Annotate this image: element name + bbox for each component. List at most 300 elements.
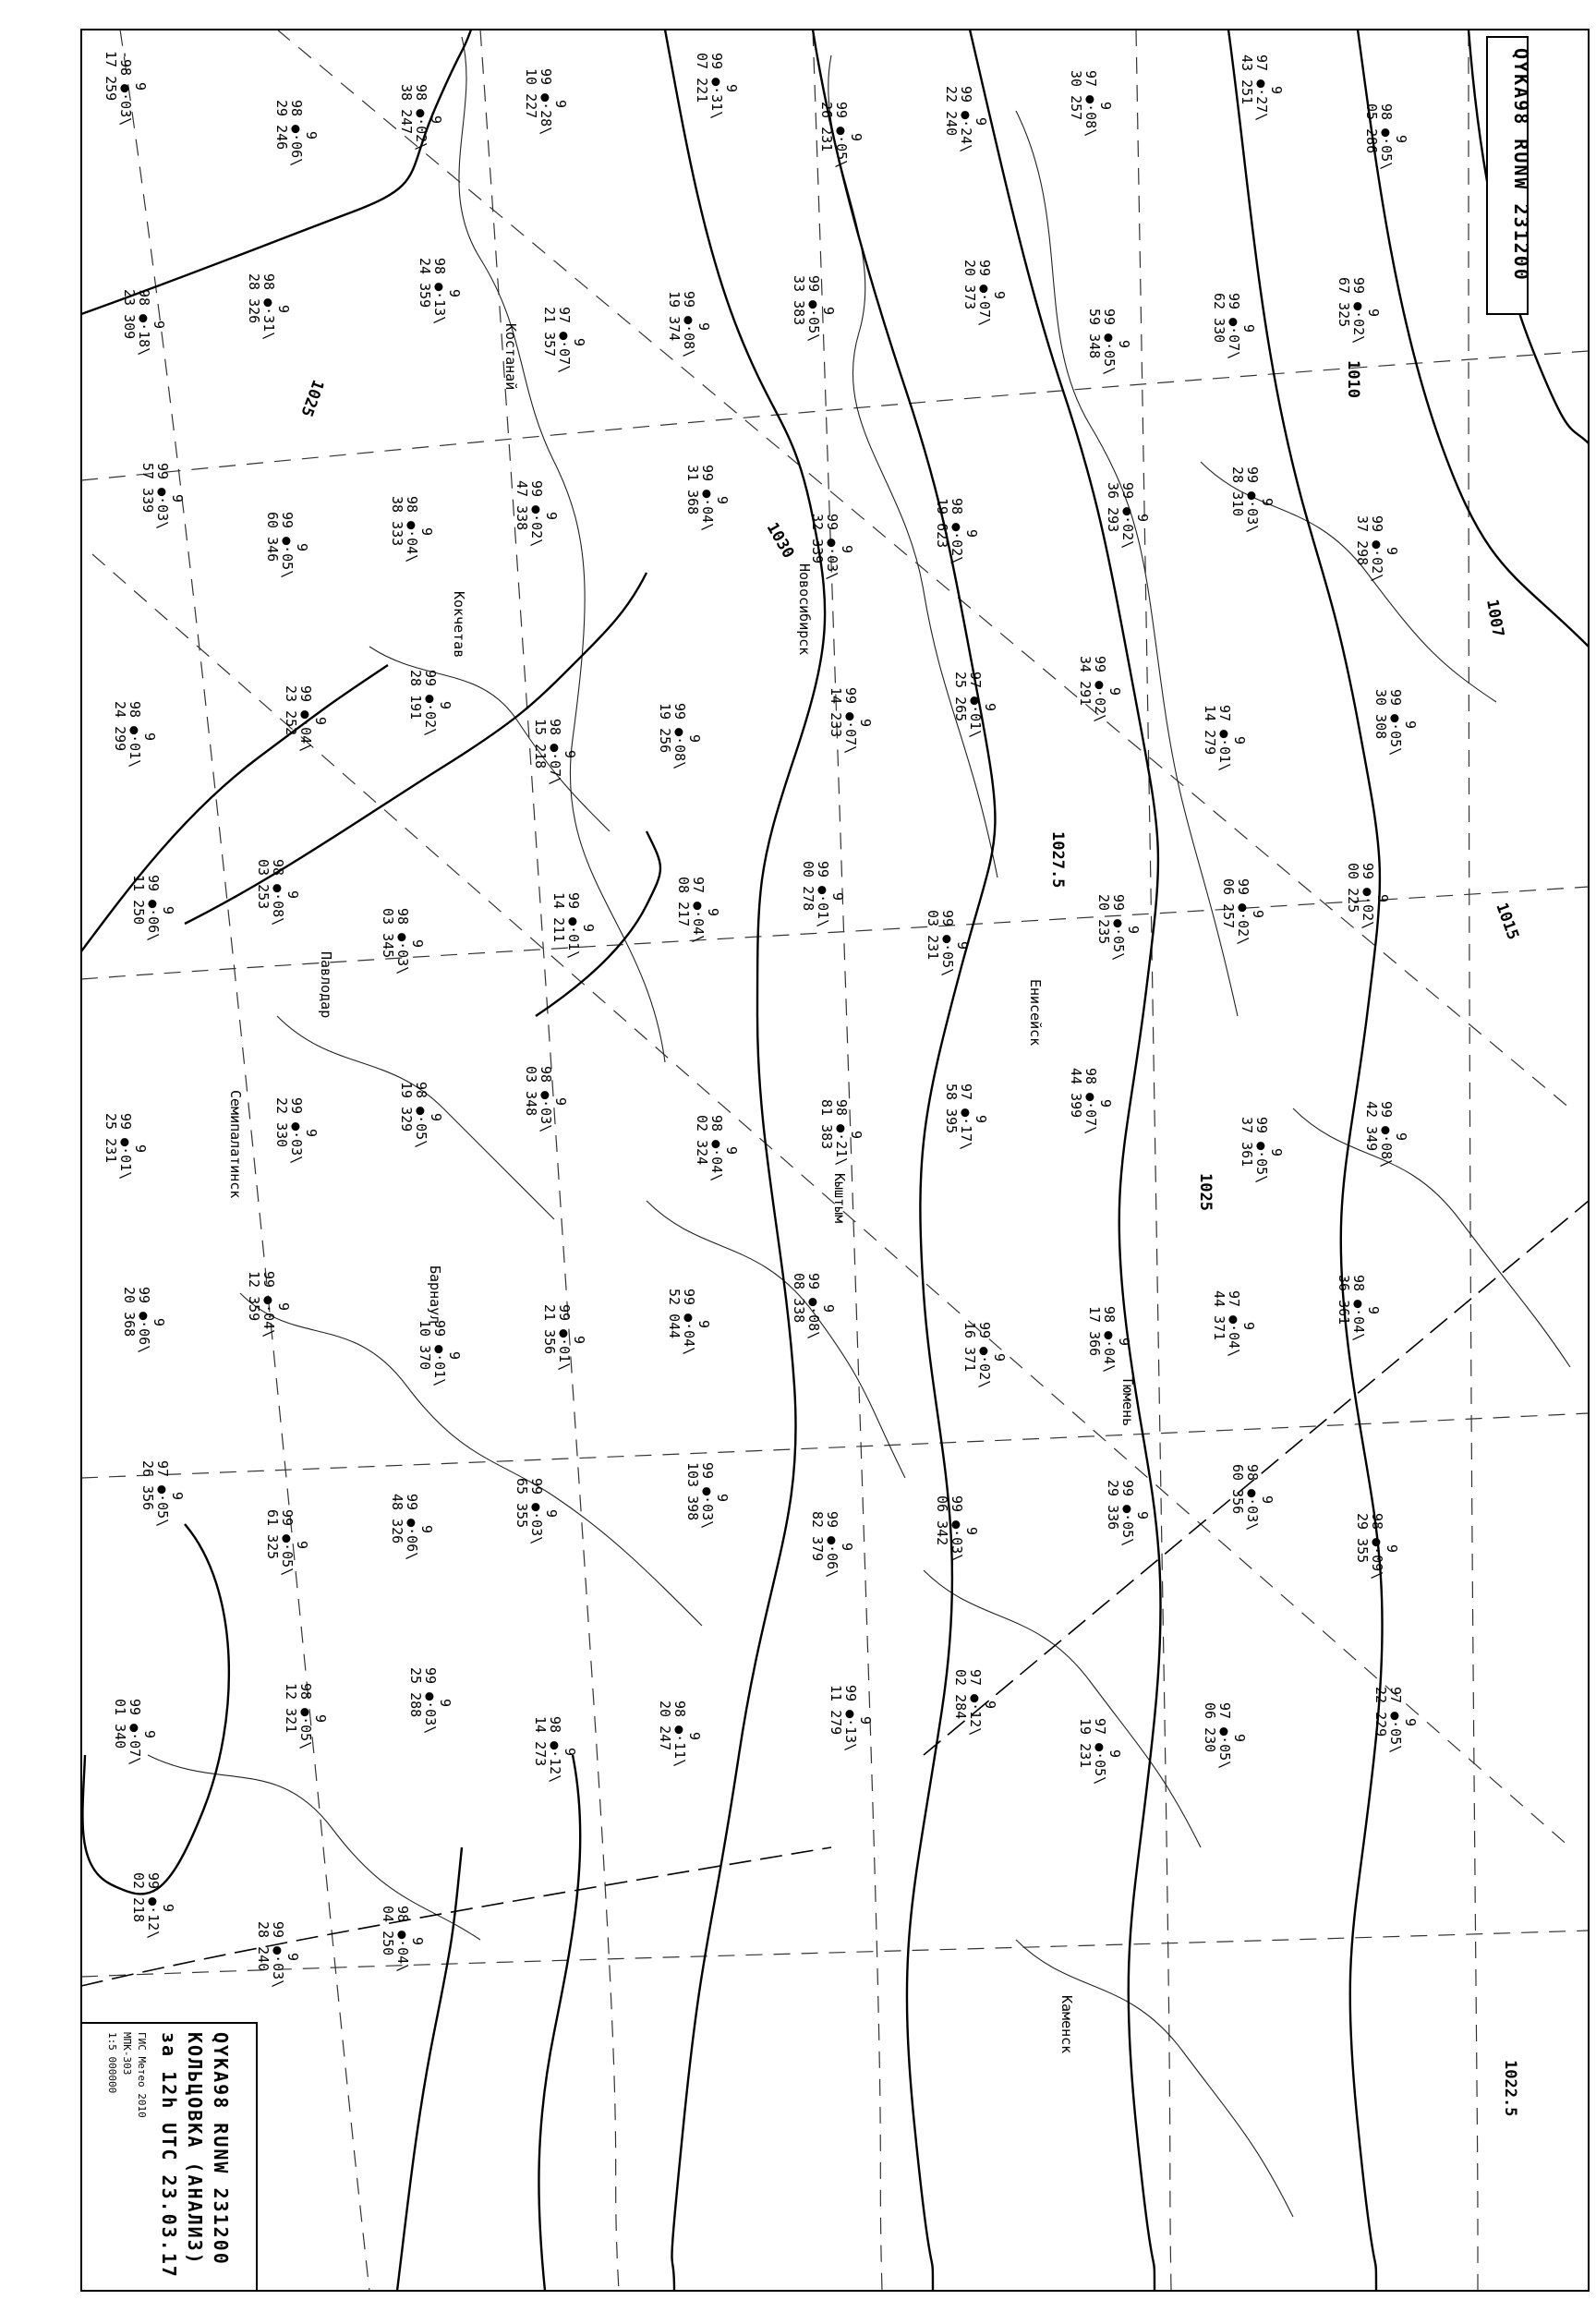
- station-line1: 02 284: [952, 1669, 969, 1720]
- station-line1: 59 348: [1086, 309, 1103, 359]
- station-line1: 29 246: [273, 100, 290, 151]
- station-line3: 9: [1268, 1148, 1285, 1157]
- station-line2: 99 ●·03\: [422, 1667, 439, 1735]
- station-line1: 07 221: [694, 53, 710, 103]
- legend-box: [81, 2023, 257, 2291]
- station-line2: 98 ●·04\: [394, 1906, 411, 1973]
- station-line3: 9: [1259, 498, 1276, 507]
- legend-software: ГИС Метео 2010: [136, 2032, 148, 2118]
- station-line2: 98 ●·09\: [1369, 1513, 1385, 1580]
- legend-title: КОЛЬЦОВКА (АНАЛИЗ): [184, 2032, 206, 2266]
- station-line1: 06 342: [934, 1495, 950, 1546]
- station-line2: 99 ●·03\: [949, 1495, 965, 1563]
- station-line3: 9: [982, 1701, 998, 1710]
- station-line3: 9: [294, 543, 310, 552]
- station-line1: 22 240: [943, 86, 960, 137]
- station-line1: 10 370: [417, 1320, 433, 1371]
- station-line1: 17 259: [103, 51, 119, 102]
- station-line1: 44 371: [1211, 1290, 1227, 1341]
- station-plot: [532, 1716, 578, 1783]
- station-line3: 9: [820, 1304, 837, 1313]
- station-line3: 9: [552, 1097, 569, 1107]
- station-line3: 9: [284, 1953, 301, 1962]
- station-line2: 99 ●·03\: [824, 514, 840, 581]
- station-line1: 32 339: [809, 514, 826, 564]
- station-plot: [139, 1460, 186, 1527]
- header-title: QYKA98 RUNW 231200: [1510, 48, 1532, 282]
- station-line3: 9: [705, 908, 721, 917]
- station-line3: 9: [552, 100, 569, 109]
- station-line2: 98 ●·06\: [288, 100, 305, 167]
- station-line1: 05 286: [1363, 103, 1380, 154]
- station-line3: 9: [294, 1541, 310, 1550]
- station-plot: [130, 875, 176, 941]
- station-line1: 06 257: [1220, 878, 1237, 929]
- station-line3: 9: [1134, 1511, 1151, 1520]
- station-line1: 20 368: [121, 1287, 138, 1338]
- station-line2: 99 ●·01\: [556, 1304, 573, 1372]
- station-line3: 9: [141, 732, 158, 742]
- city-label: Енисейск: [1027, 979, 1044, 1047]
- station-line3: 9: [1097, 102, 1114, 111]
- station-plot: [657, 703, 703, 769]
- station-line2: 99 ●·05\: [1253, 1117, 1270, 1184]
- station-line2: 99 ●·05\: [1110, 894, 1127, 962]
- station-plot: [1077, 656, 1123, 722]
- station-plot: [666, 291, 712, 357]
- station-line3: 9: [723, 84, 740, 93]
- station-line3: 9: [1384, 547, 1400, 556]
- station-line1: 19 231: [1077, 1718, 1094, 1769]
- station-line2: 99 ●·01\: [117, 1113, 134, 1180]
- station-line3: 9: [141, 1730, 158, 1739]
- station-plot: [684, 465, 731, 531]
- station-plot: [1354, 515, 1400, 582]
- station-line2: 97 ●·04\: [690, 877, 707, 944]
- station-plot: [523, 68, 569, 135]
- station-line2: 99 ●·05\: [279, 512, 296, 579]
- city-labels: [227, 323, 1136, 2053]
- station-line1: 42 349: [1363, 1101, 1380, 1152]
- station-plot: [121, 1287, 167, 1353]
- station-plot: [246, 1271, 292, 1338]
- station-line3: 9: [543, 1509, 560, 1519]
- station-line3: 9: [1134, 514, 1151, 523]
- station-plot: [694, 1115, 740, 1181]
- station-plot: [264, 1509, 310, 1576]
- station-line1: 19 374: [666, 291, 683, 342]
- station-plot: [1095, 894, 1142, 961]
- station-line2: 99 ●·03\: [288, 1097, 305, 1165]
- station-plot: [1105, 482, 1151, 549]
- station-line2: 99 ●·05\: [1387, 689, 1404, 757]
- station-line3: 9: [1116, 1338, 1132, 1347]
- station-line3: 9: [284, 890, 301, 900]
- station-line3: 9: [1393, 135, 1409, 144]
- station-line1: 44 399: [1068, 1068, 1084, 1119]
- station-plot: [1336, 277, 1382, 344]
- city-label: Семипалатинск: [227, 1090, 244, 1199]
- station-line2: 99 ●·05\: [833, 102, 850, 169]
- station-line1: 28 310: [1229, 466, 1246, 517]
- station-line1: 00 225: [1345, 863, 1361, 914]
- station-plot: [800, 861, 846, 927]
- isobar-label: 1030: [762, 519, 798, 562]
- station-line1: 26 231: [818, 102, 835, 152]
- station-line1: 58 395: [943, 1083, 960, 1134]
- station-line3: 9: [580, 924, 597, 933]
- station-line1: 28 191: [407, 670, 424, 720]
- station-plot: [1211, 293, 1257, 359]
- station-line1: 15 218: [532, 719, 549, 769]
- station-line1: 11 250: [130, 875, 147, 926]
- station-line2: 99 ●·02\: [1092, 656, 1108, 723]
- station-line1: 60 346: [264, 512, 281, 563]
- station-plot: [818, 1099, 864, 1166]
- city-label: Кокчетав: [451, 591, 467, 659]
- station-line2: 99 ●·05\: [279, 1509, 296, 1577]
- station-line3: 9: [1116, 340, 1132, 349]
- station-line3: 9: [1374, 894, 1391, 903]
- station-line1: 14 233: [828, 687, 844, 738]
- station-plot: [809, 1511, 855, 1578]
- station-line2: 97 ●·05\: [1387, 1687, 1404, 1754]
- station-line3: 9: [714, 496, 731, 505]
- isobar-label: 1022.5: [1501, 2060, 1519, 2117]
- station-line2: 99 ●·04\: [681, 1289, 697, 1356]
- station-plot: [1105, 1480, 1151, 1546]
- station-line3: 9: [1393, 1132, 1409, 1142]
- station-line3: 9: [132, 1144, 149, 1154]
- station-line2: 99 ●·04\: [297, 685, 314, 753]
- station-line1: 24 359: [417, 258, 433, 309]
- station-line3: 9: [686, 734, 703, 744]
- station-line2: 97 ●·07\: [556, 307, 573, 374]
- station-line2: 97 ●·04\: [1226, 1290, 1242, 1358]
- station-plot: [1336, 1275, 1382, 1341]
- station-line3: 9: [446, 1351, 463, 1361]
- station-line3: 9: [409, 1937, 426, 1946]
- isobar-label: 1025: [296, 377, 328, 419]
- station-line1: 22 229: [1372, 1687, 1389, 1737]
- station-plot: [791, 275, 837, 342]
- station-line3: 9: [857, 1716, 874, 1725]
- station-plot: [694, 53, 740, 119]
- station-line3: 9: [571, 1336, 587, 1345]
- station-plot: [380, 908, 426, 974]
- station-line1: 14 273: [532, 1716, 549, 1767]
- station-line1: 62 330: [1211, 293, 1227, 344]
- station-line1: 29 336: [1105, 1480, 1121, 1531]
- station-line2: 98 ●·04\: [708, 1115, 725, 1182]
- station-line3: 9: [982, 703, 998, 712]
- station-line1: 19 623: [934, 498, 950, 549]
- station-line3: 9: [695, 322, 712, 332]
- station-plot: [1354, 1513, 1400, 1580]
- station-line1: 28 326: [246, 273, 262, 324]
- station-plot: [541, 1304, 587, 1371]
- isobar-labels: [296, 360, 1522, 2116]
- station-plots: [103, 51, 1419, 1988]
- station-line2: 98 ●·03\: [538, 1066, 554, 1133]
- station-line2: 99 ●·08\: [671, 703, 688, 770]
- station-plot: [1363, 103, 1409, 170]
- station-plot: [952, 672, 998, 738]
- station-line2: 99 ●·08\: [1378, 1101, 1395, 1168]
- station-plot: [1345, 863, 1391, 929]
- station-line3: 9: [562, 750, 578, 759]
- station-line2: 98 ●·31\: [260, 273, 277, 341]
- station-line3: 9: [820, 307, 837, 316]
- station-line1: 12 359: [246, 1271, 262, 1322]
- station-plot: [1077, 1718, 1123, 1785]
- station-line2: 99 ●·02\: [1350, 277, 1367, 345]
- station-line1: 19 329: [398, 1082, 415, 1132]
- station-line2: 98 ●·04\: [1101, 1306, 1118, 1374]
- station-line3: 9: [303, 1129, 320, 1138]
- station-line2: 97 ●·05\: [1216, 1702, 1233, 1770]
- station-line2: 99 ●·02\: [1119, 482, 1136, 550]
- station-line2: 98 ●·05\: [297, 1683, 314, 1750]
- station-line1: 82 379: [809, 1511, 826, 1562]
- station-line1: 20 373: [961, 260, 978, 310]
- station-line3: 9: [1365, 1306, 1382, 1315]
- station-line1: 31 368: [684, 465, 701, 515]
- station-plot: [1202, 1702, 1248, 1769]
- station-line2: 97 ●·08\: [1082, 70, 1099, 138]
- station-line1: 48 326: [389, 1494, 405, 1544]
- station-line1: 03 231: [925, 910, 941, 961]
- station-line3: 9: [1240, 324, 1257, 333]
- station-line2: 98 ●·04\: [1350, 1275, 1367, 1342]
- station-line1: 37 298: [1354, 515, 1371, 566]
- station-line1: 60 356: [1229, 1464, 1246, 1515]
- station-line2: 98 ●·13\: [431, 258, 448, 325]
- station-line3: 9: [973, 117, 989, 127]
- station-line1: 08 338: [791, 1273, 807, 1324]
- station-line2: 97 ●·01\: [1216, 705, 1233, 772]
- station-line2: -98 ●·03\: [117, 51, 134, 127]
- station-plot: [389, 1494, 435, 1560]
- isobar-label: 1010: [1344, 360, 1362, 398]
- station-line3: 9: [151, 1318, 167, 1327]
- station-line3: 9: [991, 291, 1008, 300]
- station-line1: 02 218: [130, 1872, 147, 1923]
- station-line3: 9: [169, 1492, 186, 1501]
- station-plot: [1239, 1117, 1285, 1183]
- station-line3: 9: [1402, 720, 1419, 730]
- station-line1: 02 324: [694, 1115, 710, 1166]
- station-line3: 9: [169, 494, 186, 503]
- station-plot: [791, 1273, 837, 1339]
- station-line3: 9: [963, 529, 980, 539]
- station-plot: [283, 1683, 329, 1749]
- header-box: [1487, 37, 1532, 314]
- station-line1: 33 383: [791, 275, 807, 326]
- city-label: Барнаул: [427, 1265, 443, 1325]
- station-plot: [657, 1701, 703, 1767]
- station-line2: 97 ●·05\: [154, 1460, 171, 1528]
- station-line1: 36 361: [1336, 1275, 1352, 1326]
- station-line2: 97 ●·12\: [967, 1669, 984, 1737]
- station-line2: 98 ●·21\: [833, 1099, 850, 1167]
- station-plot: [961, 1322, 1008, 1388]
- station-plot: [1086, 309, 1132, 375]
- station-line1: 14 279: [1202, 705, 1218, 756]
- station-line3: 9: [1097, 1099, 1114, 1108]
- station-line2: 99 ●·07\: [127, 1699, 143, 1766]
- station-line2: 99 ●·03\: [699, 1462, 716, 1530]
- station-line2: 98 ●·03\: [394, 908, 411, 975]
- station-line2: 99 ●·03\: [270, 1921, 286, 1989]
- station-line1: 25 265: [952, 672, 969, 722]
- station-line2: 99 ●·12\: [145, 1872, 162, 1940]
- isobar-label: 1025: [1196, 1173, 1215, 1211]
- station-plot: [828, 1685, 874, 1751]
- station-line1: 11 279: [828, 1685, 844, 1736]
- station-line1: 01 340: [112, 1699, 128, 1749]
- station-line3: 9: [1125, 926, 1142, 935]
- station-line2: 99 ●·03\: [528, 1478, 545, 1545]
- station-line2: 99 ●·04\: [699, 465, 716, 532]
- station-line3: 9: [1384, 1544, 1400, 1554]
- station-line1: 38 247: [398, 84, 415, 135]
- station-line1: 43 251: [1239, 54, 1255, 105]
- station-line1: 67 325: [1336, 277, 1352, 328]
- station-plot: [1239, 54, 1285, 121]
- station-line1: 29 355: [1354, 1513, 1371, 1564]
- station-line3: 9: [695, 1320, 712, 1329]
- station-line3: 9: [446, 289, 463, 298]
- station-line2: 99 ●·28\: [538, 68, 554, 136]
- station-plot: [398, 84, 444, 151]
- station-plot: [1229, 1464, 1276, 1531]
- station-plot: [828, 687, 874, 754]
- station-line3: 9: [160, 906, 176, 915]
- station-plot: [675, 877, 721, 943]
- station-plot: [417, 258, 463, 324]
- station-plot: [407, 1667, 453, 1734]
- station-line3: 9: [839, 1543, 855, 1552]
- station-line3: 9: [418, 527, 435, 537]
- station-plot: [1372, 1687, 1419, 1753]
- station-line1: 24 299: [112, 701, 128, 752]
- station-line2: 99 ●·08\: [681, 291, 697, 358]
- station-plot: [264, 512, 310, 578]
- station-line3: 9: [963, 1527, 980, 1536]
- station-line3: 9: [954, 941, 971, 950]
- station-line2: 97 ●·01\: [967, 672, 984, 739]
- city-label: Каменск: [1058, 1995, 1075, 2054]
- station-line2: 98 ●·02\: [413, 84, 429, 151]
- station-line3: 9: [848, 133, 864, 142]
- station-plot: [523, 1066, 569, 1132]
- station-line2: 99 ●·24\: [958, 86, 974, 153]
- station-plot: [246, 273, 292, 340]
- station-line1: 23 252: [283, 685, 299, 736]
- station-plot: [273, 100, 320, 166]
- station-line1: 21 356: [541, 1304, 558, 1355]
- station-plot: [1363, 1101, 1409, 1168]
- station-line2: 99 ●·06\: [404, 1494, 420, 1561]
- station-line1: 21 357: [541, 307, 558, 357]
- station-line3: 9: [1259, 1495, 1276, 1505]
- station-plot: [389, 496, 435, 563]
- station-line3: 9: [303, 131, 320, 140]
- station-line2: 99 ●·07\: [1226, 293, 1242, 360]
- station-line3: 9: [973, 1115, 989, 1124]
- station-plot: [934, 498, 980, 564]
- station-line3: 9: [275, 305, 292, 314]
- station-line1: 25 288: [407, 1667, 424, 1718]
- station-line3: 9: [857, 719, 874, 728]
- station-line3: 9: [428, 1113, 444, 1122]
- station-line3: 9: [829, 892, 846, 902]
- station-line1: 10 227: [523, 68, 539, 119]
- station-line1: 03 348: [523, 1066, 539, 1117]
- station-line2: 99 ●·05\: [1119, 1480, 1136, 1547]
- station-line2: 99 ●·02\: [1369, 515, 1385, 583]
- station-line3: 9: [1268, 86, 1285, 95]
- station-line3: 9: [437, 701, 453, 710]
- station-plot: [1372, 689, 1419, 756]
- station-line1: 38 333: [389, 496, 405, 547]
- station-plot: [1211, 1290, 1257, 1357]
- station-line1: 03 345: [380, 908, 396, 959]
- station-line1: 14 211: [550, 892, 567, 943]
- station-line1: 36 293: [1105, 482, 1121, 533]
- station-line2: 99 ●·13\: [842, 1685, 859, 1752]
- station-line1: 20 247: [657, 1701, 673, 1751]
- station-line1: 81 383: [818, 1099, 835, 1150]
- station-plot: [925, 910, 971, 976]
- station-line1: 08 217: [675, 877, 692, 927]
- station-line3: 9: [1106, 687, 1123, 696]
- station-line2: 99 ●·02\: [422, 670, 439, 737]
- station-line3: 9: [151, 321, 167, 330]
- station-line3: 9: [418, 1525, 435, 1534]
- station-line2: 99 ●·01\: [815, 861, 831, 928]
- station-line3: 9: [1231, 1734, 1248, 1743]
- station-line2: 98 ●·05\: [1378, 103, 1395, 171]
- station-plot: [684, 1462, 731, 1529]
- station-plot: [103, 1113, 149, 1180]
- station-line2: 99 ●·02\: [976, 1322, 993, 1389]
- station-line2: 98 ●·04\: [404, 496, 420, 563]
- station-line1: 30 257: [1068, 70, 1084, 121]
- station-plot: [1068, 70, 1114, 137]
- station-line3: 9: [571, 338, 587, 347]
- station-line2: 98 ●·07\: [547, 719, 563, 786]
- station-line1: 52 044: [666, 1289, 683, 1339]
- isobar-label: 1015: [1492, 900, 1523, 943]
- station-line3: 9: [543, 512, 560, 521]
- station-plot: [407, 670, 453, 736]
- station-line2: 99 ●·03\: [154, 463, 171, 530]
- station-line1: 28 240: [255, 1921, 272, 1972]
- station-plot: [943, 1083, 989, 1150]
- station-line2: 99 ●·05\: [939, 910, 956, 977]
- station-line3: 9: [1402, 1718, 1419, 1727]
- station-line3: 9: [312, 717, 329, 726]
- station-plot: [283, 685, 329, 752]
- station-plot: [1220, 878, 1266, 945]
- city-label: Новосибирск: [796, 563, 813, 656]
- station-line2: 99 ●·06\: [824, 1511, 840, 1579]
- station-line3: 9: [839, 545, 855, 554]
- station-line1: 37 361: [1239, 1117, 1255, 1168]
- station-line3: 9: [132, 82, 149, 91]
